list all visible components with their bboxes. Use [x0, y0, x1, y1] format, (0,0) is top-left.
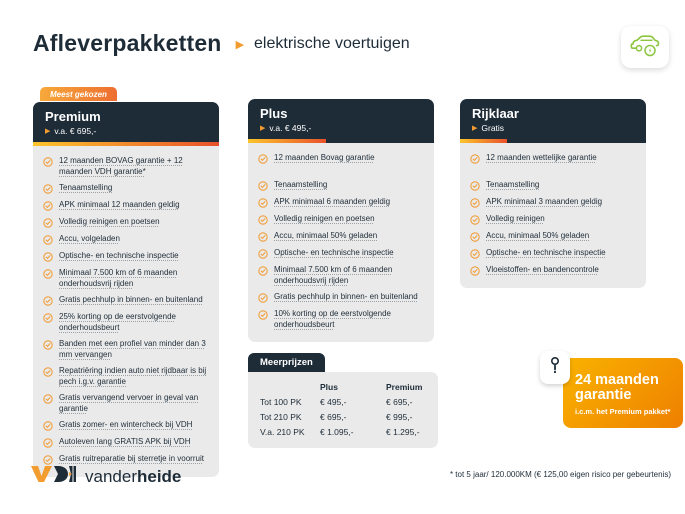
extra-prices-header-row	[260, 379, 426, 394]
check-circle-icon	[43, 366, 53, 387]
page-header	[33, 30, 410, 57]
feature-text: Gratis pechhulp in binnen- en buitenland	[59, 295, 203, 304]
feature-text: Optische- en technische inspectie	[274, 248, 394, 257]
extra-prices-table	[260, 379, 426, 439]
check-circle-icon	[43, 251, 53, 262]
package-name: Premium	[45, 109, 101, 124]
exclamation-icon	[549, 356, 561, 379]
package-feature[interactable]	[470, 197, 636, 208]
package-feature-list	[248, 143, 434, 342]
feature-text: APK minimaal 12 maanden geldig	[59, 200, 180, 209]
check-circle-icon	[470, 180, 480, 191]
extra-prices-tbody	[260, 394, 426, 439]
package-feature[interactable]	[43, 437, 209, 448]
extra-prices-section	[248, 352, 438, 448]
page-subtitle: elektrische voertuigen	[254, 34, 410, 52]
feature-text: Volledig reinigen	[486, 214, 545, 223]
feature-text: Accu, volgeladen	[59, 234, 120, 243]
package-feature[interactable]	[258, 309, 424, 330]
feature-text: Vloeistoffen- en bandencontrole	[486, 265, 599, 274]
check-circle-icon	[43, 312, 53, 333]
feature-text: 12 maanden Bovag garantie	[274, 153, 375, 162]
most-chosen-badge: Meest gekozen	[40, 87, 117, 101]
check-circle-icon	[470, 231, 480, 242]
feature-text: Minimaal 7.500 km of 6 maanden onderhoudsvrij rijden	[274, 265, 393, 285]
feature-text: Gratis vervangend vervoer in geval van garantie	[59, 393, 199, 413]
page-title: Afleverpakketten	[33, 30, 222, 56]
package-feature[interactable]	[470, 153, 636, 164]
arrow-right-icon: ▶	[260, 125, 266, 132]
check-circle-icon	[258, 292, 268, 303]
check-circle-icon	[258, 309, 268, 330]
package-feature[interactable]	[43, 312, 209, 333]
feature-text: 12 maanden BOVAG garantie + 12 maanden VDH garantie*	[59, 156, 183, 176]
col-header-premium: Premium	[386, 381, 423, 392]
package-feature[interactable]	[43, 183, 209, 194]
package-card-rijklaar	[460, 99, 646, 288]
check-circle-icon	[43, 200, 53, 211]
brand-logo	[30, 463, 181, 490]
feature-text: Volledig reinigen en poetsen	[59, 217, 160, 226]
check-circle-icon	[43, 156, 53, 177]
feature-text: Minimaal 7.500 km of 6 maanden onderhoudsvrij rijden	[59, 268, 178, 288]
feature-text: Accu, minimaal 50% geladen	[274, 231, 378, 240]
feature-text: APK minimaal 6 maanden geldig	[274, 197, 391, 206]
package-card-plus	[248, 99, 434, 342]
feature-text: Tenaamstelling	[486, 180, 540, 189]
check-circle-icon	[43, 339, 53, 360]
feature-text: Gratis pechhulp in binnen- en buitenland	[274, 292, 418, 301]
package-card-premium	[33, 84, 219, 477]
feature-text: Gratis ruitreparatie bij sterretje in voorruit	[59, 454, 204, 463]
check-circle-icon	[43, 183, 53, 194]
check-circle-icon	[470, 214, 480, 225]
package-price: ▶ v.a. € 695,-	[45, 126, 97, 136]
check-circle-icon	[43, 234, 53, 245]
package-feature[interactable]	[43, 217, 209, 228]
package-price: ▶ v.a. € 495,-	[260, 123, 312, 133]
check-circle-icon	[470, 248, 480, 259]
feature-text: Volledig reinigen en poetsen	[274, 214, 375, 223]
feature-text: Accu, minimaal 50% geladen	[486, 231, 590, 240]
package-header	[460, 99, 646, 139]
package-feature-list	[460, 143, 646, 288]
package-name: Plus	[260, 106, 288, 121]
package-feature[interactable]	[43, 339, 209, 360]
feature-text: Optische- en technische inspectie	[59, 251, 179, 260]
check-circle-icon	[258, 231, 268, 242]
check-circle-icon	[258, 214, 268, 225]
package-header	[248, 99, 434, 139]
arrow-right-icon: ▶	[235, 39, 245, 51]
package-name: Rijklaar	[472, 106, 519, 121]
package-feature[interactable]	[43, 156, 209, 177]
feature-text: APK minimaal 3 maanden geldig	[486, 197, 603, 206]
package-feature[interactable]	[43, 366, 209, 387]
feature-text: 25% korting op de eerstvolgende onderhoudsbeurt	[59, 312, 176, 332]
package-feature[interactable]	[258, 153, 424, 164]
feature-text: Optische- en technische inspectie	[486, 248, 606, 257]
check-circle-icon	[470, 265, 480, 276]
check-circle-icon	[470, 197, 480, 208]
package-feature[interactable]	[258, 292, 424, 303]
check-circle-icon	[43, 217, 53, 228]
feature-text: Gratis zomer- en wintercheck bij VDH	[59, 420, 193, 429]
extra-price-row: Tot 100 PK € 495,- € 695,-	[260, 396, 413, 407]
ev-info-button[interactable]	[621, 26, 669, 68]
check-circle-icon	[43, 420, 53, 431]
col-header-plus: Plus	[320, 381, 338, 392]
feature-text: Tenaamstelling	[274, 180, 328, 189]
package-header	[33, 102, 219, 142]
package-feature[interactable]	[470, 248, 636, 259]
feature-text: 12 maanden wettelijke garantie	[486, 153, 597, 162]
feature-text: Banden met een profiel van minder dan 3 mm vervangen	[59, 339, 206, 359]
check-circle-icon	[43, 437, 53, 448]
package-feature[interactable]	[43, 393, 209, 414]
check-circle-icon	[258, 265, 268, 286]
check-circle-icon	[258, 180, 268, 191]
package-feature[interactable]	[470, 180, 636, 191]
package-feature[interactable]	[470, 231, 636, 242]
footnote-text: * tot 5 jaar/ 120.000KM (€ 125,00 eigen risico per gebeurtenis)	[449, 470, 671, 479]
package-feature[interactable]	[470, 214, 636, 225]
vdh-logo-icon	[30, 463, 76, 490]
package-feature[interactable]	[258, 180, 424, 191]
check-circle-icon	[43, 268, 53, 289]
feature-text: Autoleven lang GRATIS APK bij VDH	[59, 437, 191, 446]
extra-prices-tab: Meerprijzen	[248, 353, 325, 372]
promo-subtitle: i.c.m. het Premium pakket*	[575, 407, 671, 416]
guarantee-promo-box	[563, 358, 683, 428]
package-feature[interactable]	[43, 234, 209, 245]
package-feature[interactable]	[43, 268, 209, 289]
package-feature[interactable]	[470, 265, 636, 276]
feature-text: Repatriëring indien auto niet rijdbaar is bij pech i.g.v. garantie	[59, 366, 207, 386]
extra-price-row: Tot 210 PK € 695,- € 995,-	[260, 411, 413, 422]
package-feature[interactable]	[43, 251, 209, 262]
extra-prices-box	[248, 372, 438, 448]
package-feature[interactable]	[258, 197, 424, 208]
arrow-right-icon: ▶	[472, 125, 478, 132]
package-feature-list	[33, 146, 219, 477]
feature-text: Tenaamstelling	[59, 183, 113, 192]
package-price: ▶ Gratis	[472, 123, 505, 133]
extra-price-row: V.a. 210 PK € 1.095,- € 1.295,-	[260, 426, 420, 437]
check-circle-icon	[470, 153, 480, 164]
package-feature[interactable]	[258, 231, 424, 242]
package-feature[interactable]	[43, 200, 209, 211]
check-circle-icon	[43, 393, 53, 414]
feature-text: 10% korting op de eerstvolgende onderhoudsbeurt	[274, 309, 391, 329]
brand-name: vanderheide	[85, 466, 182, 486]
check-circle-icon	[43, 295, 53, 306]
package-feature[interactable]	[258, 214, 424, 225]
promo-title: 24 maanden garantie	[575, 372, 659, 403]
electric-car-icon	[629, 31, 661, 64]
attention-badge	[540, 351, 570, 384]
check-circle-icon	[258, 248, 268, 259]
package-feature[interactable]	[258, 265, 424, 286]
check-circle-icon	[258, 197, 268, 208]
package-feature[interactable]	[258, 248, 424, 259]
package-feature[interactable]	[43, 295, 209, 306]
package-feature[interactable]	[43, 420, 209, 431]
arrow-right-icon: ▶	[45, 128, 51, 135]
check-circle-icon	[258, 153, 268, 164]
